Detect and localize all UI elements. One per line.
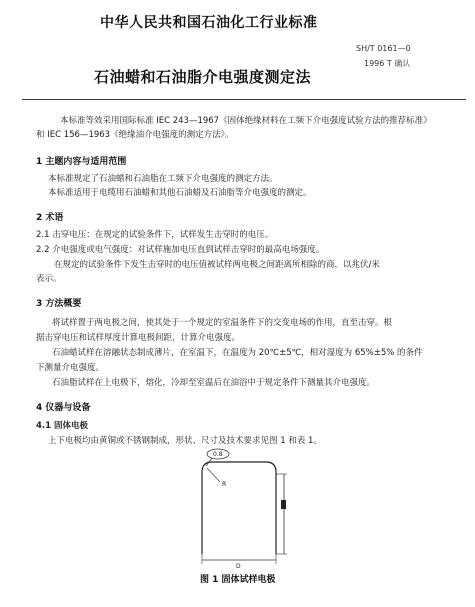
dim-label-top: 0.8 bbox=[213, 451, 223, 458]
subsection-heading: 4.1 固体电极 bbox=[36, 421, 89, 431]
section-heading: 2 术语 bbox=[36, 213, 64, 223]
paragraph-line: 在规定的试验条件下发生击穿时的电压值被试样两电极之间距离所相除的商，以兆伏/米 bbox=[54, 260, 380, 270]
dimension-marker bbox=[281, 500, 286, 509]
electrode-diagram bbox=[190, 444, 300, 570]
document-title: 石油蜡和石油脂介电强度测定法 bbox=[94, 68, 312, 86]
paragraph-line: 本标准适用于电缆用石油蜡和其他石油蜡及石油脂等介电强度的测定。 bbox=[48, 188, 312, 198]
section-heading: 3 方法概要 bbox=[36, 299, 82, 309]
figure-caption: 图 1 固体试样电极 bbox=[200, 575, 276, 585]
dim-label-bottom: D bbox=[236, 563, 241, 570]
paragraph-line: 石油蜡试样在溶融状态制成薄片，在室温下，在温度为 20℃±5℃，相对湿度为 65%±5% 的条件 bbox=[52, 348, 423, 358]
paragraph-line: 据击穿电压和试样厚度计算电极间距，计算介电强度。 bbox=[36, 333, 241, 343]
standard-code: SH/T 0161—0 bbox=[356, 44, 411, 53]
paragraph-line: 表示。 bbox=[36, 274, 62, 284]
paragraph-line: 石油脂试样在上电极下，熔化，冷却至室温后在油浴中于规定条件下测量其介电强度。 bbox=[52, 378, 376, 388]
dim-label-radius: R bbox=[222, 481, 227, 488]
paragraph-line: 2.2 介电强度或电气强度：对试样施加电压直到试样击穿时的最高电场强度。 bbox=[36, 245, 325, 255]
intro-line-2: 和 IEC 156—1963《绝缘油介电强度的测定方法》。 bbox=[36, 130, 234, 140]
header-rule bbox=[22, 99, 466, 100]
standard-date: 1996 T 确认 bbox=[364, 59, 411, 68]
paragraph-line: 下测量介电强度。 bbox=[36, 363, 105, 373]
paragraph-line: 将试样置于两电极之间，使其处于一个规定的室温条件下的交变电场的作用，直至击穿。根 bbox=[52, 318, 393, 328]
section-heading: 4 仪器与设备 bbox=[36, 403, 91, 413]
electrode-outline bbox=[202, 462, 276, 554]
paragraph-line: 上下电极均由黄铜或不锈钢制成，形状、尺寸及技术要求见图 1 和表 1。 bbox=[48, 436, 322, 446]
paragraph-line: 2.1 击穿电压：在规定的试验条件下，试样发生击穿时的电压。 bbox=[36, 230, 274, 240]
standard-organization: 中华人民共和国石油化工行业标准 bbox=[100, 15, 318, 31]
paragraph-line: 本标准规定了石油蜡和石油脂在工频下介电强度的测定方法。 bbox=[48, 174, 278, 184]
intro-line-1: 本标准等效采用国际标准 IEC 243—1967《固体绝缘材料在工频下介电强度试验方法的推荐标准》 bbox=[60, 116, 432, 126]
radius-leader bbox=[207, 468, 220, 482]
section-heading: 1 主题内容与适用范围 bbox=[36, 157, 127, 167]
